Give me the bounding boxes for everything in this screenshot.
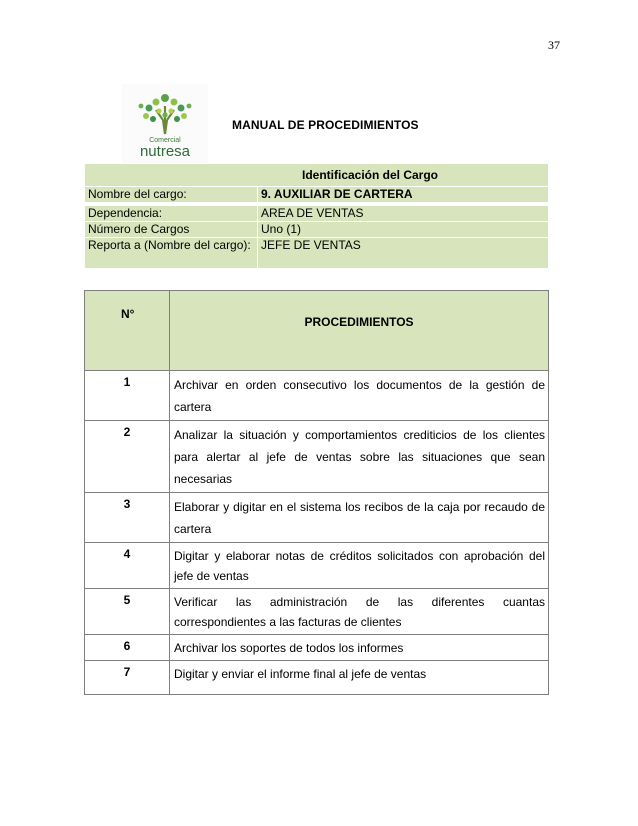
logo-line1: Comercial (149, 137, 181, 144)
row-number: 3 (85, 493, 170, 543)
table-row (85, 371, 549, 421)
row-number: 2 (85, 421, 170, 493)
table-row (85, 589, 549, 635)
row-text: Digitar y elaborar notas de créditos solicitados con aprobación del jefe de ventas (170, 543, 549, 589)
table-row (85, 493, 549, 543)
table-row (85, 635, 549, 661)
row-number: 7 (85, 661, 170, 695)
company-logo (122, 84, 208, 164)
table-row (85, 661, 549, 695)
row-text: Analizar la situación y comportamientos crediticios de los clientes para alertar al jefe de ventas sobre las situaciones que sean necesarias (170, 421, 549, 493)
id-label: Reporta a (Nombre del cargo): (85, 238, 258, 269)
id-label: Nombre del cargo: (85, 187, 258, 203)
col-number-header: N° (85, 291, 170, 371)
row-number: 4 (85, 543, 170, 589)
row-number: 1 (85, 371, 170, 421)
document-title: MANUAL DE PROCEDIMIENTOS (232, 118, 419, 132)
id-value: Uno (1) (258, 222, 549, 238)
row-text: Archivar los soportes de todos los informes (170, 635, 549, 661)
logo-line2: nutresa (139, 143, 191, 160)
row-number: 6 (85, 635, 170, 661)
id-value: JEFE DE VENTAS (258, 238, 549, 269)
row-number: 5 (85, 589, 170, 635)
id-value: 9. AUXILIAR DE CARTERA (258, 187, 549, 203)
row-text: Verificar las administración de las diferentes cuantas correspondientes a las facturas de clientes (170, 589, 549, 635)
procedures-table (84, 290, 549, 695)
tree-logo-icon (122, 84, 208, 164)
row-text: Elaborar y digitar en el sistema los recibos de la caja por recaudo de cartera (170, 493, 549, 543)
identification-header: Identificación del Cargo (85, 164, 549, 187)
id-value: AREA DE VENTAS (258, 206, 549, 222)
table-row (85, 421, 549, 493)
page-number: 37 (548, 38, 560, 52)
id-label: Dependencia: (85, 206, 258, 222)
col-procedures-header: PROCEDIMIENTOS (170, 291, 549, 371)
row-text: Digitar y enviar el informe final al jefe de ventas (170, 661, 549, 695)
id-label: Número de Cargos (85, 222, 258, 238)
table-row (85, 543, 549, 589)
identification-table (84, 163, 549, 269)
row-text: Archivar en orden consecutivo los documentos de la gestión de cartera (170, 371, 549, 421)
